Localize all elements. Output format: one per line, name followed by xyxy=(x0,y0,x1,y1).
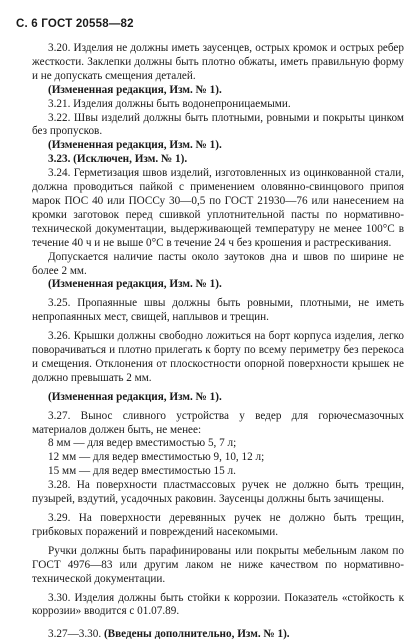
clause-3-25: 3.25. Пропаянные швы должны быть ровными, плотными, не иметь непропаянных мест, свищей, наплывов и трещин. xyxy=(32,297,404,324)
clause-range: 3.27—3.30. xyxy=(48,628,102,641)
clause-3-29-finish: Ручки должны быть парафинированы или покрыты мебельным лаком по ГОСТ 4976—83 или другим лаком не ниже качеством по нормативно-технической документации. xyxy=(32,544,404,585)
list-item: 12 мм — для ведер вместимостью 9, 10, 12 л; xyxy=(48,451,265,464)
clause-3-30: 3.30. Изделия должны быть стойки к коррозии. Показатель «стойкость к коррозии» вводится с 01.07.89. xyxy=(32,591,404,618)
amendment-note: (Измененная редакция, Изм. № 1). xyxy=(48,278,222,291)
clause-3-22: 3.22. Швы изделий должны быть плотными, ровными и покрыты цинком без пропусков. xyxy=(32,111,404,138)
clause-3-23: 3.23. (Исключен, Изм. № 1). xyxy=(48,153,188,166)
clause-3-21: 3.21. Изделия должны быть водонепроницаемыми. xyxy=(48,97,291,110)
amendment-text: (Введены дополнительно, Изм. № 1). xyxy=(103,628,290,641)
document-body xyxy=(32,42,404,642)
clause-3-29: 3.29. На поверхности деревянных ручек не должно быть трещин, грибковых поражений и повреждений насекомыми. xyxy=(32,512,404,538)
amendment-note: (Измененная редакция, Изм. № 1). xyxy=(48,139,222,152)
page-header: С. 6 ГОСТ 20558—82 xyxy=(16,18,134,30)
amendment-note: (Измененная редакция, Изм. № 1). xyxy=(48,83,222,96)
final-amendment-note xyxy=(32,628,404,642)
list-item: 8 мм — для ведер вместимостью 5, 7 л; xyxy=(48,437,237,450)
clause-3-20: 3.20. Изделия не должны иметь заусенцев, острых кромок и острых ребер жесткости. Заклепки должны быть плотно обжаты, иметь правильную форму и не допускать смещения деталей. xyxy=(32,42,404,82)
list-item: 15 мм — для ведер вместимостью 15 л. xyxy=(48,465,236,478)
clause-3-24-allowance: Допускается наличие пасты около заутоков дна и швов по ширине не более 2 мм. xyxy=(32,250,404,277)
clause-3-26: 3.26. Крышки должны свободно ложиться на борт корпуса изделия, легко поворачиваться и плотно прилегать к борту по всему периметру без перекоса и смещения. Отклонения от плоскостности опорной поверхности крышек не должно превышать 2 мм. xyxy=(32,330,404,384)
clause-3-24: 3.24. Герметизация швов изделий, изготовленных из оцинкованной стали, должна проводиться пайкой с применением оловянно-свинцового припоя марок ПОС 40 или ПОССу 30—0,5 по ГОСТ 21930—76 или нанесением на кромки заготовок перед сшивкой уплотнительной пасты по нормативно-технической документации, выдерживающей температуру не менее 100°С в течение 40 ч и не выше 0°С в течение 24 ч без крошения и растрескивания. xyxy=(32,167,404,249)
clause-3-28: 3.28. На поверхности пластмассовых ручек не должно быть трещин, пузырей, вздутий, усадочных раковин. Заусенцы должны быть зачищены. xyxy=(32,479,404,506)
clause-3-27: 3.27. Вынос сливного устройства у ведер для горючесмазочных материалов должен быть, не менее: xyxy=(32,409,404,436)
amendment-note: (Измененная редакция, Изм. № 1). xyxy=(48,390,222,403)
